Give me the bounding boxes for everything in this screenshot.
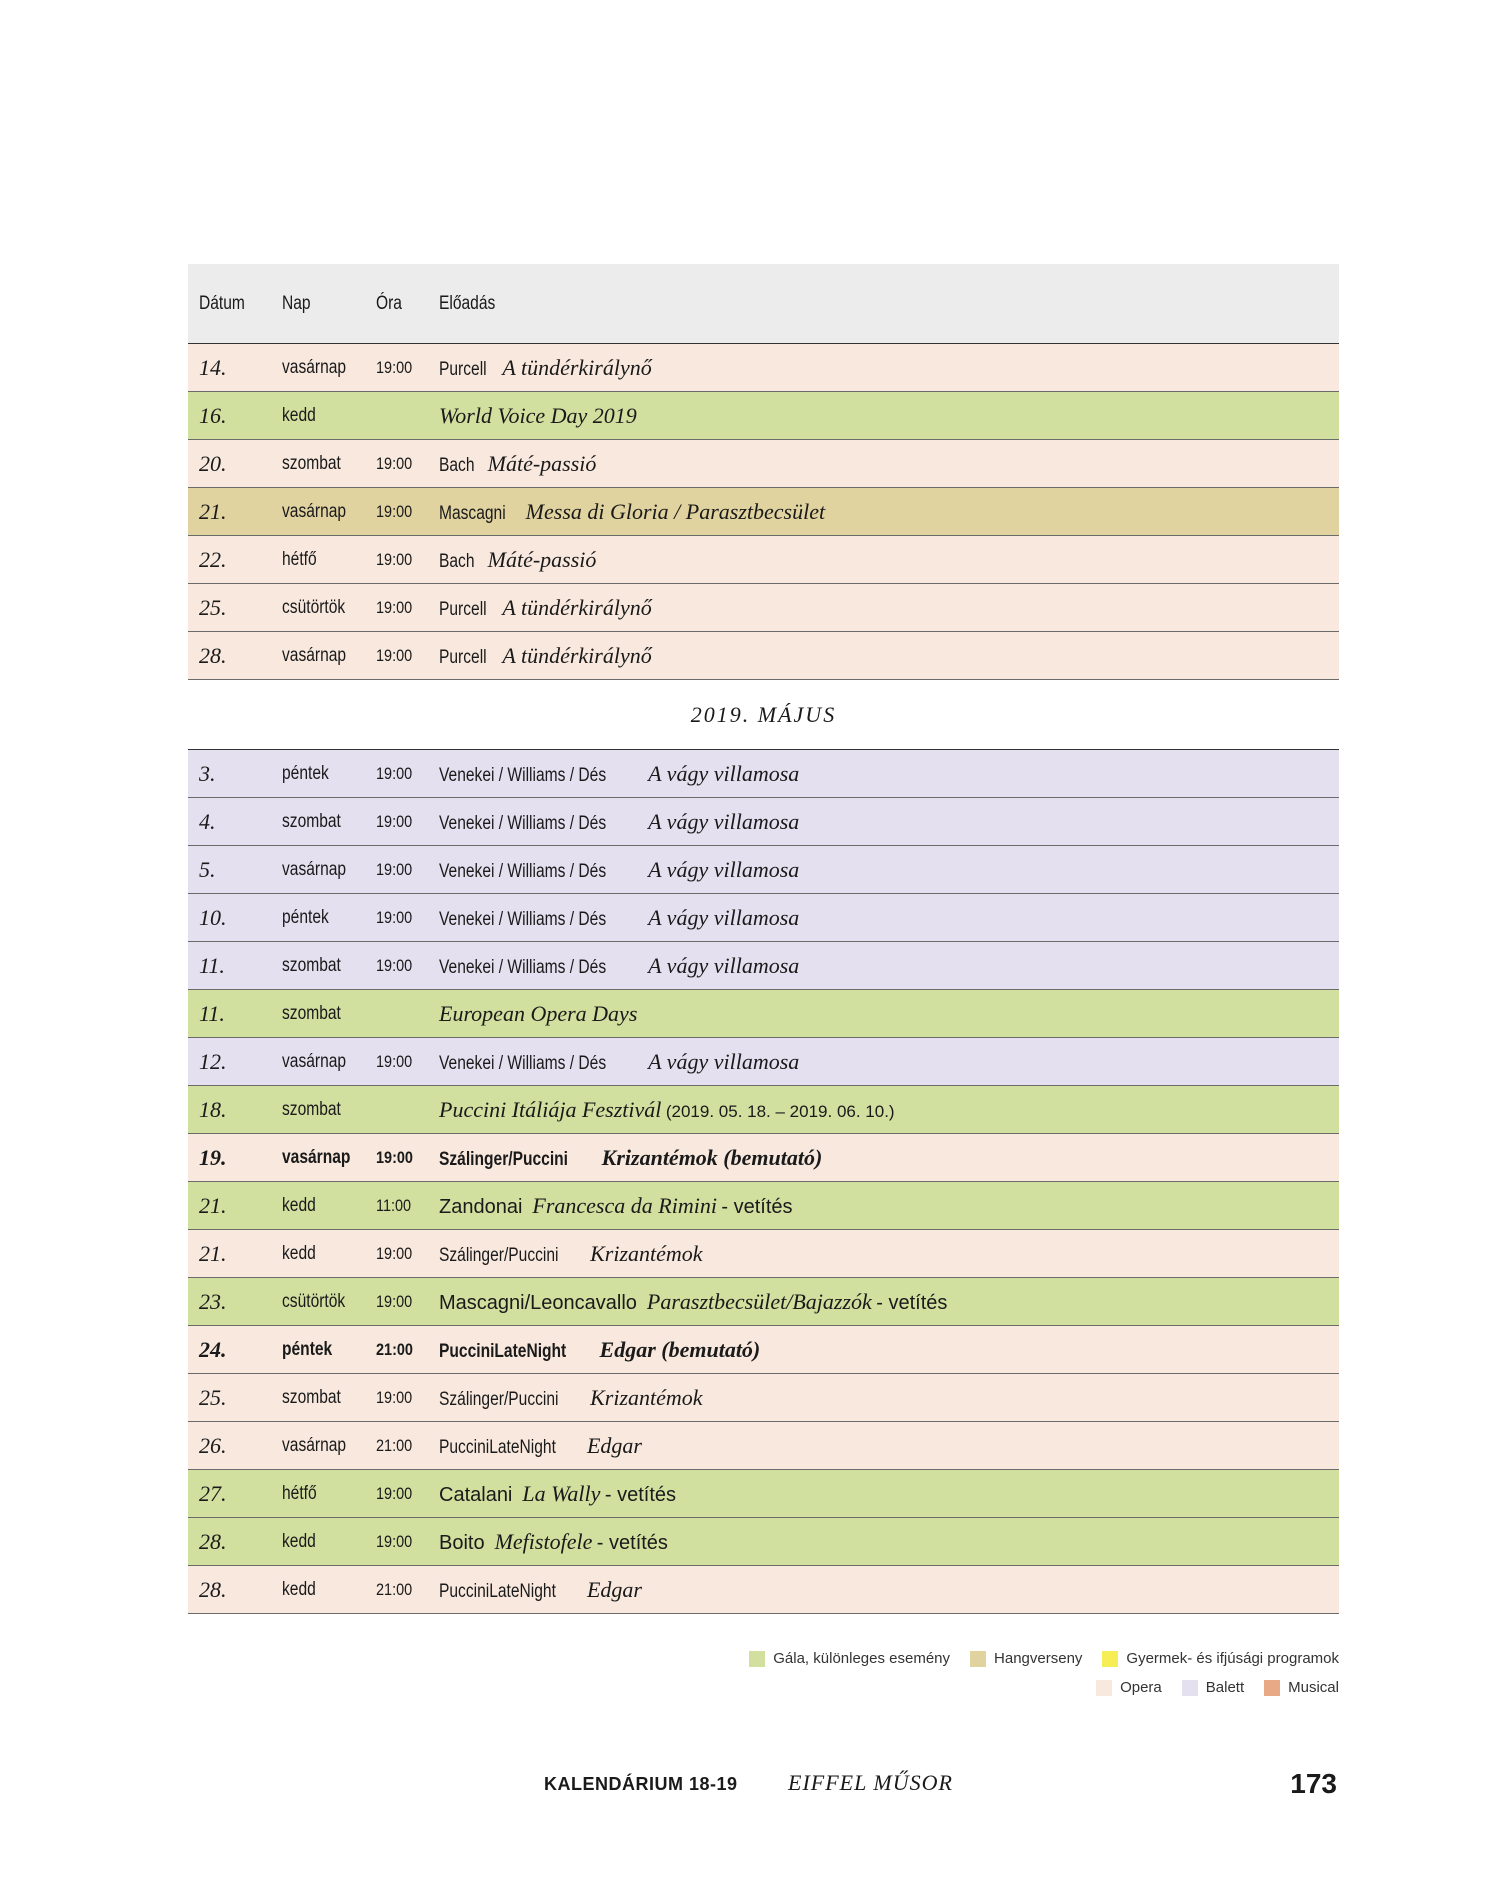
- composer-text: Venekei / Williams / Dés: [439, 1052, 607, 1074]
- performance-cell: [439, 1289, 1339, 1315]
- time-cell: [376, 860, 439, 880]
- header-date: Dátum: [199, 292, 245, 314]
- date-cell: [188, 857, 282, 883]
- legend-row-1: [639, 1650, 1339, 1667]
- day-cell: [282, 645, 376, 667]
- day-cell: [282, 453, 376, 475]
- extra-text: - vetítés: [721, 1195, 793, 1218]
- date-cell: [188, 761, 282, 787]
- composer-text: Venekei / Williams / Dés: [439, 764, 607, 786]
- date-cell: [188, 1481, 282, 1507]
- time-text: 19:00: [376, 1051, 413, 1071]
- legend-item: [970, 1650, 1082, 1667]
- date-cell: [188, 1241, 282, 1267]
- table-row: [188, 632, 1339, 680]
- date-cell: [188, 499, 282, 525]
- time-cell: [376, 956, 439, 976]
- date-text: 16.: [199, 402, 227, 428]
- date-text: 3.: [199, 760, 216, 786]
- composer-text: Bach: [439, 550, 475, 572]
- time-text: 19:00: [376, 763, 413, 783]
- title-text: Krizantémok (bemutató): [601, 1144, 823, 1170]
- table-row: [188, 1182, 1339, 1230]
- day-text: hétfő: [282, 548, 317, 570]
- day-text: hétfő: [282, 1482, 317, 1504]
- performance-cell: [439, 1049, 1339, 1075]
- date-text: 24.: [199, 1336, 227, 1362]
- performance-cell: [439, 643, 1339, 669]
- schedule-table: [188, 264, 1339, 1614]
- table-row: [188, 536, 1339, 584]
- composer-text: Purcell: [439, 358, 487, 380]
- composer-text: Venekei / Williams / Dés: [439, 908, 607, 930]
- table-row: [188, 1278, 1339, 1326]
- time-cell: [376, 1052, 439, 1072]
- date-cell: [188, 1385, 282, 1411]
- day-text: kedd: [282, 1194, 316, 1216]
- date-cell: [188, 1433, 282, 1459]
- page-number: 173: [1290, 1768, 1337, 1799]
- legend-item: [1182, 1679, 1244, 1696]
- time-cell: [376, 358, 439, 378]
- title-text: La Wally: [522, 1480, 601, 1506]
- time-cell: [376, 1244, 439, 1264]
- legend-swatch: [1264, 1680, 1280, 1696]
- composer-text: Szálinger/Puccini: [439, 1388, 559, 1410]
- date-cell: [188, 809, 282, 835]
- time-cell: [376, 764, 439, 784]
- time-cell: [376, 1580, 439, 1600]
- performance-cell: [439, 1433, 1339, 1459]
- composer-text: Bach: [439, 454, 475, 476]
- day-text: vasárnap: [282, 858, 347, 880]
- time-cell: [376, 1340, 439, 1360]
- legend-swatch: [970, 1651, 986, 1667]
- composer-text: Mascagni/Leoncavallo: [439, 1291, 637, 1314]
- header-time: Óra: [376, 292, 402, 314]
- day-cell: [282, 1243, 376, 1265]
- performance-cell: [439, 1193, 1339, 1219]
- time-text: 19:00: [376, 597, 413, 617]
- date-cell: [188, 953, 282, 979]
- time-text: 19:00: [376, 1387, 413, 1407]
- day-cell: [282, 763, 376, 785]
- time-text: 21:00: [376, 1339, 413, 1359]
- title-text: A vágy villamosa: [648, 952, 800, 978]
- day-cell: [282, 357, 376, 379]
- table-row: [188, 440, 1339, 488]
- title-text: A tündérkirálynő: [502, 354, 652, 380]
- time-cell: [376, 1436, 439, 1456]
- time-cell: [376, 1101, 439, 1119]
- performance-cell: [439, 1241, 1339, 1267]
- day-cell: [282, 1483, 376, 1505]
- composer-text: Catalani: [439, 1483, 513, 1506]
- day-text: péntek: [282, 1338, 333, 1360]
- day-cell: [282, 1051, 376, 1073]
- time-text: 19:00: [376, 501, 413, 521]
- legend-swatch: [749, 1651, 765, 1667]
- table-row: [188, 488, 1339, 536]
- day-cell: [282, 1291, 376, 1313]
- legend-item: [1264, 1679, 1339, 1696]
- performance-cell: [439, 809, 1339, 835]
- legend-label: Opera: [1120, 1679, 1162, 1696]
- time-cell: [376, 407, 439, 425]
- day-text: szombat: [282, 452, 341, 474]
- day-cell: [282, 811, 376, 833]
- day-text: csütörtök: [282, 596, 346, 618]
- date-text: 28.: [199, 1528, 227, 1554]
- date-text: 21.: [199, 1192, 227, 1218]
- header-performance: Előadás: [439, 292, 496, 314]
- time-text: 19:00: [376, 1243, 413, 1263]
- time-text: 19:00: [376, 357, 413, 377]
- composer-text: PucciniLateNight: [439, 1340, 567, 1362]
- time-cell: [376, 1005, 439, 1023]
- date-text: 28.: [199, 1576, 227, 1602]
- performance-cell: [439, 905, 1339, 931]
- day-cell: [282, 1147, 376, 1169]
- time-cell: [376, 812, 439, 832]
- time-text: 21:00: [376, 1579, 413, 1599]
- date-cell: [188, 1577, 282, 1603]
- performance-cell: [439, 1001, 1339, 1027]
- title-text: Máté-passió: [487, 450, 597, 476]
- date-cell: [188, 595, 282, 621]
- day-cell: [282, 405, 376, 427]
- date-text: 14.: [199, 354, 227, 380]
- date-text: 4.: [199, 808, 216, 834]
- time-cell: [376, 1388, 439, 1408]
- title-text: World Voice Day 2019: [439, 402, 637, 428]
- composer-text: Mascagni: [439, 502, 506, 524]
- footer: [0, 1768, 1497, 1808]
- date-text: 19.: [199, 1144, 227, 1170]
- day-cell: [282, 1435, 376, 1457]
- time-text: 19:00: [376, 1291, 413, 1311]
- time-cell: [376, 646, 439, 666]
- table-row: [188, 942, 1339, 990]
- table-row: [188, 846, 1339, 894]
- title-text: A vágy villamosa: [648, 904, 800, 930]
- title-text: A vágy villamosa: [648, 1048, 800, 1074]
- day-cell: [282, 1531, 376, 1553]
- date-cell: [188, 643, 282, 669]
- title-text: Edgar: [586, 1432, 642, 1458]
- performance-cell: [439, 403, 1339, 429]
- extra-text: (2019. 05. 18. – 2019. 06. 10.): [665, 1101, 895, 1121]
- date-cell: [188, 1097, 282, 1123]
- table-header: [188, 264, 1339, 344]
- legend-item: [749, 1650, 950, 1667]
- time-text: 19:00: [376, 955, 413, 975]
- legend-swatch: [1182, 1680, 1198, 1696]
- table-row: [188, 894, 1339, 942]
- composer-text: Purcell: [439, 646, 487, 668]
- day-text: vasárnap: [282, 500, 347, 522]
- performance-cell: [439, 953, 1339, 979]
- date-text: 27.: [199, 1480, 227, 1506]
- composer-text: Venekei / Williams / Dés: [439, 812, 607, 834]
- time-text: 19:00: [376, 907, 413, 927]
- date-text: 22.: [199, 546, 227, 572]
- date-cell: [188, 403, 282, 429]
- time-cell: [376, 1484, 439, 1504]
- time-text: 19:00: [376, 1483, 413, 1503]
- title-text: Edgar (bemutató): [599, 1336, 761, 1362]
- legend-label: Musical: [1288, 1679, 1339, 1696]
- title-text: Edgar: [586, 1576, 642, 1602]
- date-text: 20.: [199, 450, 227, 476]
- day-cell: [282, 859, 376, 881]
- performance-cell: [439, 1097, 1339, 1123]
- title-text: Puccini Itáliája Fesztivál: [439, 1096, 662, 1122]
- title-text: A vágy villamosa: [648, 760, 800, 786]
- composer-text: Szálinger/Puccini: [439, 1244, 559, 1266]
- time-text: 11:00: [376, 1195, 412, 1215]
- date-text: 21.: [199, 498, 227, 524]
- legend-swatch: [1096, 1680, 1112, 1696]
- day-cell: [282, 549, 376, 571]
- table-row: [188, 1038, 1339, 1086]
- legend-label: Hangverseny: [994, 1650, 1083, 1667]
- day-text: kedd: [282, 404, 316, 426]
- performance-cell: [439, 355, 1339, 381]
- time-text: 19:00: [376, 859, 413, 879]
- performance-cell: [439, 1145, 1339, 1171]
- table-row: [188, 1518, 1339, 1566]
- day-cell: [282, 1099, 376, 1121]
- date-cell: [188, 905, 282, 931]
- table-row: [188, 1326, 1339, 1374]
- time-cell: [376, 454, 439, 474]
- day-cell: [282, 907, 376, 929]
- table-row: [188, 1422, 1339, 1470]
- performance-cell: [439, 595, 1339, 621]
- time-cell: [376, 1292, 439, 1312]
- month-title: 2019. MÁJUS: [188, 680, 1339, 750]
- performance-cell: [439, 499, 1339, 525]
- extra-text: - vetítés: [876, 1291, 948, 1314]
- day-cell: [282, 501, 376, 523]
- legend-row-2: [639, 1679, 1339, 1696]
- date-cell: [188, 547, 282, 573]
- legend-swatch: [1102, 1651, 1118, 1667]
- performance-cell: [439, 761, 1339, 787]
- date-cell: [188, 451, 282, 477]
- date-text: 26.: [199, 1432, 227, 1458]
- performance-cell: [439, 1481, 1339, 1507]
- title-text: Parasztbecsület/Bajazzók: [646, 1288, 872, 1314]
- date-text: 28.: [199, 642, 227, 668]
- table-row: [188, 1374, 1339, 1422]
- performance-cell: [439, 1337, 1339, 1363]
- legend-item: [1102, 1650, 1339, 1667]
- day-text: vasárnap: [282, 644, 347, 666]
- day-text: szombat: [282, 810, 341, 832]
- time-cell: [376, 1532, 439, 1552]
- time-text: 19:00: [376, 1531, 413, 1551]
- day-text: csütörtök: [282, 1290, 346, 1312]
- day-text: szombat: [282, 1386, 341, 1408]
- date-text: 25.: [199, 1384, 227, 1410]
- time-cell: [376, 502, 439, 522]
- date-cell: [188, 1529, 282, 1555]
- legend-item: [1096, 1679, 1162, 1696]
- legend-label: Gyermek- és ifjúsági programok: [1126, 1650, 1339, 1667]
- date-text: 23.: [199, 1288, 227, 1314]
- title-text: A vágy villamosa: [648, 856, 800, 882]
- date-cell: [188, 355, 282, 381]
- may-rows: [188, 750, 1339, 1614]
- table-row: [188, 750, 1339, 798]
- time-cell: [376, 908, 439, 928]
- time-text: 19:00: [376, 1147, 413, 1167]
- title-text: Krizantémok: [590, 1384, 703, 1410]
- table-row: [188, 1470, 1339, 1518]
- time-cell: [376, 1148, 439, 1168]
- table-row: [188, 584, 1339, 632]
- performance-cell: [439, 1577, 1339, 1603]
- title-text: European Opera Days: [439, 1000, 638, 1026]
- time-cell: [376, 598, 439, 618]
- day-text: szombat: [282, 1098, 341, 1120]
- composer-text: PucciniLateNight: [439, 1580, 556, 1602]
- title-text: Máté-passió: [487, 546, 597, 572]
- time-cell: [376, 550, 439, 570]
- composer-text: Szálinger/Puccini: [439, 1148, 569, 1170]
- title-text: A tündérkirálynő: [502, 594, 652, 620]
- footer-brand: KALENDÁRIUM 18-19: [544, 1774, 738, 1794]
- composer-text: Venekei / Williams / Dés: [439, 956, 607, 978]
- day-cell: [282, 1339, 376, 1361]
- table-row: [188, 798, 1339, 846]
- date-cell: [188, 1193, 282, 1219]
- day-cell: [282, 1387, 376, 1409]
- date-text: 11.: [199, 1000, 225, 1026]
- performance-cell: [439, 1385, 1339, 1411]
- time-cell: [376, 1196, 439, 1216]
- day-text: vasárnap: [282, 1050, 347, 1072]
- table-row: [188, 1566, 1339, 1614]
- title-text: Messa di Gloria / Parasztbecsület: [525, 498, 826, 524]
- date-cell: [188, 1001, 282, 1027]
- day-cell: [282, 1003, 376, 1025]
- date-text: 5.: [199, 856, 216, 882]
- performance-cell: [439, 1529, 1339, 1555]
- day-text: vasárnap: [282, 356, 347, 378]
- composer-text: Venekei / Williams / Dés: [439, 860, 607, 882]
- day-text: péntek: [282, 762, 329, 784]
- title-text: A tündérkirálynő: [502, 642, 652, 668]
- date-text: 10.: [199, 904, 227, 930]
- day-text: szombat: [282, 954, 341, 976]
- extra-text: - vetítés: [604, 1483, 677, 1506]
- legend-label: Balett: [1205, 1679, 1245, 1696]
- day-text: vasárnap: [282, 1434, 347, 1456]
- date-text: 11.: [199, 952, 225, 978]
- day-cell: [282, 597, 376, 619]
- date-text: 21.: [199, 1240, 227, 1266]
- day-text: kedd: [282, 1242, 316, 1264]
- performance-cell: [439, 451, 1339, 477]
- time-text: 19:00: [376, 645, 413, 665]
- extra-text: - vetítés: [596, 1531, 668, 1554]
- table-row: [188, 392, 1339, 440]
- performance-cell: [439, 857, 1339, 883]
- composer-text: Purcell: [439, 598, 487, 620]
- date-cell: [188, 1145, 282, 1171]
- title-text: Mefistofele: [494, 1528, 593, 1554]
- day-cell: [282, 1579, 376, 1601]
- date-cell: [188, 1049, 282, 1075]
- day-text: péntek: [282, 906, 329, 928]
- time-text: 19:00: [376, 811, 413, 831]
- table-row: [188, 1086, 1339, 1134]
- time-text: 19:00: [376, 453, 413, 473]
- header-day: Nap: [282, 292, 311, 314]
- date-text: 25.: [199, 594, 227, 620]
- table-row: [188, 1134, 1339, 1182]
- day-text: vasárnap: [282, 1146, 351, 1168]
- april-rows: [188, 344, 1339, 680]
- day-text: kedd: [282, 1530, 316, 1552]
- time-text: 19:00: [376, 549, 413, 569]
- date-text: 12.: [199, 1048, 227, 1074]
- day-text: szombat: [282, 1002, 341, 1024]
- table-row: [188, 344, 1339, 392]
- legend: [639, 1650, 1339, 1708]
- footer-section: EIFFEL MŰSOR: [788, 1770, 953, 1795]
- title-text: Francesca da Rimini: [532, 1192, 717, 1218]
- composer-text: Zandonai: [439, 1195, 523, 1218]
- day-cell: [282, 1195, 376, 1217]
- title-text: A vágy villamosa: [648, 808, 800, 834]
- table-row: [188, 990, 1339, 1038]
- performance-cell: [439, 547, 1339, 573]
- date-text: 18.: [199, 1096, 227, 1122]
- title-text: Krizantémok: [590, 1240, 703, 1266]
- date-cell: [188, 1337, 282, 1363]
- day-text: kedd: [282, 1578, 316, 1600]
- day-cell: [282, 955, 376, 977]
- time-text: 21:00: [376, 1435, 413, 1455]
- legend-label: Gála, különleges esemény: [773, 1650, 951, 1667]
- table-row: [188, 1230, 1339, 1278]
- composer-text: Boito: [439, 1531, 485, 1554]
- composer-text: PucciniLateNight: [439, 1436, 556, 1458]
- date-cell: [188, 1289, 282, 1315]
